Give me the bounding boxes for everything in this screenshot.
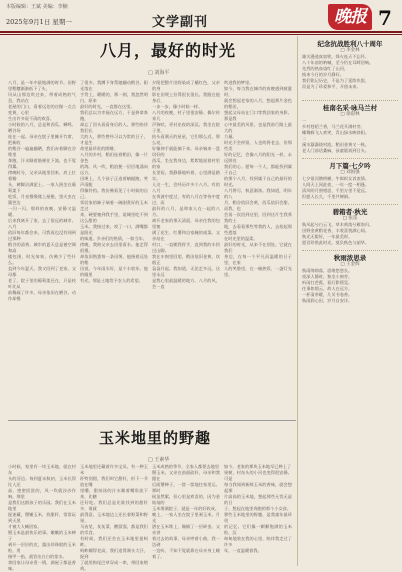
text-line: 马齿苋、灰灰菜、酸溜溜，都是我们的零食。 [80,524,148,535]
text-line: 楼包围，时光匆匆，仿佛少了些什么。 [8,254,76,265]
sidebar-poem3-author: □ 张雷 [342,216,358,221]
text-line: 奔跑，汗水顺着脸颊往下淌，也不觉得累。 [8,158,76,169]
text-line: 着过去的故事，母亲哼着小曲，我一边剥 [152,536,220,547]
text-line: 好像伸手就能摘下来。母亲端来一盘切好的 [152,146,220,157]
text-line: 在奔波中度过，有的八月在等待中度过，而 [152,194,220,205]
text-line: 换来今日的岁月静好。 [302,72,344,77]
text-line: 拿回家让母亲煮一锅，满屋子都是香味。 [8,560,76,571]
sidebar-section-poem3 [302,208,398,246]
text-line: 抬头看满天的星星，它们那么近，那么亮， [152,134,220,145]
text-line: 蚂蚱蹦得老高，我们追得满头大汗，捉到 [80,548,148,559]
sidebar-poem1-text [302,118,398,154]
text-line: 头，裤脚沾满泥土。一家人围坐在葡萄架下 [8,182,76,193]
text-line: 我们总以为幸福在远方，于是拼命奔跑， [80,110,148,121]
text-line: 生出许多说不清的欢喜。 [8,116,55,121]
text-line: 连在一起。母亲在院子里摊开竹席，把新收 [8,134,76,145]
text-line: 想起父母站在门口等我回家的身影。那是我 [224,110,292,121]
text-line: 如今，老家的那块玉米地早已种上了 [224,464,292,469]
text-line: 秋雨绵绵落，思绪悠悠长。 [302,268,353,273]
text-line: 夜深人静时，独坐小窗旁。 [302,274,353,279]
text-line: 老人门前话桑麻，孩童嬉戏到日头。 [302,148,370,153]
text-line: 傍晚时分，父亲从地里回来，肩上扛着锄 [8,170,76,181]
text-line: 傍晚，我陪父亲去田里看水。他走得很慢， [80,242,148,253]
sidebar-poem1-author: □ 徐彩林 [340,112,360,117]
text-line: 一步一步，像小时候一样。 [152,104,203,109]
text-line: 晚上，一家人坐在院子里剥玉米，月光 [152,512,220,523]
text-line: 子，想起在地里奔跑的那个小女孩。 [224,506,292,511]
text-line: 秆特别甜，我们叫它甜秆，折下一节放在嘴 [80,476,148,487]
text-line: 手背上，暖暖的，那一刻，我忽然明白，原来 [80,92,148,103]
text-line: 我在车窗里回望，稻田依旧金黄，炊烟正 [152,254,220,265]
sidebar-section-poem2 [302,162,398,200]
text-line: 直到今年夏天，我又回到了老家。父母都 [8,266,76,277]
article1-byline: □ 刘海平 [148,70,170,76]
text-line: 玉米堆满院子，就是一年的好收成。 [152,506,220,511]
text-line: 小时候的八月，总是和西瓜、蝉鸣、晒谷场 [8,122,76,133]
header-date: 2025年9月1日 星期一 [6,18,72,26]
text-line: 却忘了回头看看身后的人。那些陪伴我们长 [80,122,148,133]
text-line: 夕阳把整片田野染成了橘红色，父亲的身 [152,80,220,91]
text-line: 才被大人喊回家。 [8,524,42,529]
text-line: 大的人，那些曾经习以为常的日子，才是生 [80,134,148,145]
text-line: 往事如烟云，故人在远方。 [302,286,353,291]
text-line: 吹进我的梦里。 [224,80,254,85]
text-line: 月，稻谷依旧会黄，西瓜依旧会甜，而我，也 [224,200,292,211]
sidebar-dotted-divider [302,100,398,101]
text-line: 秋风起兮白云飞，草木黄落兮雁南归。 [302,222,374,227]
text-line: 最好的时光，一直都在这里。 [80,104,135,109]
text-line: 会再一次回到这里，回到这片生我养我的土 [224,212,292,223]
text-line: 是我们这群孩子的乐园。我们在玉米地里 [8,500,76,511]
text-line: 有时候，我们还会在玉米地里捉蚂蚱。 [80,536,148,547]
text-line: 来，硬要塞到我手里，说城里吃不到这么甜的 [80,212,148,223]
header-divider-thin [0,34,402,35]
text-line: 是我心里最温暖的地方。八月的风，会一直 [152,278,220,289]
text-line: 就会想起老家的八月，想起那片金色的稻田， [224,98,292,109]
text-line: 满了花生、红薯和自家腌的咸菜。父亲站在 [152,230,220,241]
text-line: 吃饭，月亮慢慢爬上屋檐，萤火虫在篱笆边 [8,194,76,205]
text-line: 袅袅升起。我知道，无论走多远，这里永远 [152,266,220,277]
text-line: 掰玉米。父亲在前面砍秆，母亲和我跟在 [152,470,220,481]
text-line: 影在田埂上拉得很长很长。我跟在他身后， [152,92,220,103]
text-line: 小时候，家里有一块玉米地，就在村东 [8,464,76,475]
article2-title: 玉米地里的野趣 [98,429,211,447]
article1-column-1 [8,80,76,420]
text-line: 的那个八月，找到属于自己的最好的时光。 [224,176,292,187]
text-line: 指甲一掐，就冒出白白的浆水。 [8,554,67,559]
text-line: 依旧每年都会来，可我再也没有闻到过那种 [8,230,76,241]
text-line: 人间天上同此夜，一年一度一相逢。 [302,182,370,187]
sidebar-poem4-text [302,268,398,568]
sidebar-poem4-title: 秋雨浓思录 [333,254,367,262]
text-line: 的海。风一吹，稻浪便一层层地涌向远方。 [80,164,148,175]
text-line: 一边听，不知不觉就靠在母亲身上睡着了。 [152,548,220,559]
text-line: 头的河边。每到夏末秋初，玉米长得比人还 [8,476,76,487]
text-line: 后面掰棒子，一筐一筐地往家里运。那时 [152,482,220,493]
text-line: 前稀疏了许多。母亲依旧在晒谷，动作却慢 [8,290,76,301]
text-line: 如今，每当我在城市的夜晚感到疲惫时， [224,86,292,97]
article1-column-3 [152,80,220,420]
text-line: 七夕银河鹊桥横，牛郎织女诉衷情。 [302,176,370,181]
logo-text: 晚报 [334,7,366,27]
sidebar-poem3-text [302,222,398,246]
text-line: 田埂上，几个孩子正追着蜻蜓跑，笑声清脆 [80,176,148,187]
text-line: 年，一直温暖着我。 [224,548,262,553]
sidebar-dotted-divider [302,204,398,205]
text-line: 秋雨润心田，岁月自安详。 [302,298,353,303]
text-line: 蝶舞蜂飞人欢笑，青山绿水映斜阳。 [302,130,370,135]
text-line: 声狗吠，更衬出夜的深沉。我坐在院子里， [152,122,220,133]
sidebar-poem1-title: 桂南名采·咏马兰村 [322,104,378,112]
text-line: 西瓜，坐在我身边，絮絮地说着村里的家 [152,158,220,169]
newspaper-logo [328,4,372,30]
sidebar-anniversary-author: □ 李金林 [340,48,360,53]
text-line: 命里最珍贵的馈赠。 [80,146,118,151]
text-line: 最得意。玉米地边上还长着野菜和野果， [80,512,148,523]
text-line: 而是为了珍爱和平，开创未来。 [302,84,361,89]
text-line: 的稻谷一遍遍翻晒，我们赤着脚在谷堆里 [8,146,76,157]
text-line: 玉米成熟的季节，全家人都要去地里 [152,464,220,469]
text-line: 那些玉米地里的野趣，是我童年最珍贵 [224,512,292,523]
text-line: 一 [302,118,307,123]
text-line: 八月的乡村，稻田连着稻田，像一片金色 [80,152,148,163]
text-line: 乡村巷陌兰香，马兰花开满村旁。 [302,124,365,129]
text-line: 风从山那边吹过来，带着成熟的气息，我站在 [8,92,76,103]
text-line: 听雨打芭蕉，看灯影摇晃。 [302,280,353,285]
text-line: 果树，村东头的小河也变得很安静。可是 [224,470,292,481]
header-divider [0,31,402,33]
text-line: 了就用狗尾巴草穿成一串，带回家喂鸡。 [80,560,148,571]
text-line: 的记忆。它们像一颗颗饱满的玉米粒，沉 [224,524,292,535]
text-line: 先烈的热血染红了山河， [302,66,349,71]
text-line: 身边，在每一个平凡而温暖的日子里，在家 [224,254,292,265]
text-line: 雄关漫道真如铁，烽火连天不忘怀。 [302,54,370,59]
text-line: 片高高的玉米地，想起那些无忧无虑的日 [224,494,292,505]
article1-title: 八月，最好的时光 [99,41,236,60]
article2-column-4 [224,464,292,566]
text-line: 离开老家的那天清晨，母亲往我的包里塞 [152,218,220,229]
text-line: 八月，是一年中最饱满的时节。田野里稻穗渐渐低下了头， [8,80,76,91]
article1-column-4 [224,80,292,420]
text-line: 洒在玉米堆上，像铺了一层碎金。父亲讲 [152,524,220,535]
text-line: 老了，院子里的葡萄架还在，只是枝叶比从 [8,278,76,289]
text-line: 时光不会停留，人也终将老去，但那些美 [224,140,292,151]
text-line: 的味道。乡亲们的热情，一如当年。 [80,236,148,241]
text-line: 了很多。我蹲下身帮她翻动稻谷，阳光落在 [80,80,148,91]
text-line: 但愿人长久，千里共婵娟。 [302,194,353,199]
text-line: 剥开一层层的皮，露出珍珠般的玉米粒，用 [8,542,76,553]
text-line: 一杯清茶暖，几页书卷香。 [302,292,353,297]
text-line: 人这一生，会经历许多个八月。有的八月 [152,182,220,193]
text-line: 溪水潺潺绕村流，稻田金黄又一秋。 [302,142,370,147]
text-line: 掰玉米是最快乐的事。嫩嫩的玉米棒子 [8,530,76,541]
text-line: 最好的八月，是和家人在一起的八月。 [152,206,220,217]
text-line: 田野金黄稻花香，丰收喜悦满心间。 [302,228,370,233]
article2-column-3 [152,464,220,566]
text-line: 长里短。我静静地听着，心里满是踏实。 [152,170,220,181]
text-line: 高，密密匝匝的，风一吹就沙沙作响。那里 [8,488,76,499]
text-line: 清风明月照相思，千里万里不觉远。 [302,188,370,193]
text-line: 候虽然累，但心里是欢喜的，因为金灿灿的 [152,494,220,505]
sidebar-section-anniversary [302,40,398,90]
text-line: 在时光里的温柔。 [224,236,258,241]
section-title: 文学副刊 [152,15,209,30]
text-line: 有光，那是土地给予农人的希望。 [80,278,143,283]
sidebar-section-poem1 [302,104,398,154]
text-line: 愿君珍惜此时光，莫负秋色与韶华。 [302,240,370,245]
sidebar-poem2-author: □ 刘国强 [340,170,360,175]
text-line: 玉米。我接过来，咬了一口，满嘴都是阳光 [80,224,148,235]
text-line: 得像铃铛。我仿佛看见了小时候的自己。 [80,188,148,199]
text-line: 还好吃。我们总是比谁找到的甜秆多，谁就 [80,500,148,511]
text-line: 村口，一直朝我挥手，直到我的车拐过山脚。 [152,242,220,253]
sidebar-section-poem4 [302,254,398,568]
header-editor-note: 本版编辑：王斌 美编：李楠 [6,4,68,10]
text-line: 心中最美的风景，也是我前行路上最大的 [224,122,292,133]
article2-byline: □ 王素华 [148,457,170,463]
text-line: 好的记忆，会像八月的阳光一样，永远照亮 [224,152,292,163]
text-line: 力量。 [224,134,237,139]
text-line: 后来我离开了家，去了很远的城市。八月 [8,218,76,229]
sidebar-divider [297,36,298,566]
sidebar-poem4-author: □ 王金辉 [340,262,360,267]
sidebar-anniversary-title: 纪念抗战胜利八十周年 [317,40,383,48]
text-line: 却依旧熟悉每一条田埂。他指着远处的稻 [80,254,148,265]
text-line: 地，去看看那些等我的人，去拾起那些遗落 [224,224,292,235]
article2-column-2 [80,464,148,571]
text-line: 我们的心。愿每一个人，都能找到属于自己 [224,164,292,175]
text-line: 甸甸地装在我的心里，陪伴我走过了许多 [224,536,292,547]
text-line: 邻居家的婶子端着一碗刚煮好的玉米走过 [80,200,148,211]
article-divider [8,420,296,421]
article1-column-2 [80,80,148,420]
text-line: 最好的时光，从来不在别处。它就在我们 [224,242,292,253]
sidebar-anniversary-text [302,54,398,90]
text-line: 里嚼，甜丝丝的汁水顺着嘴角流下来，比糖 [80,488,148,499]
text-line: 捉迷藏，掰嫩玉米，找甜秆，常常玩到天黑 [8,512,76,523]
sidebar-poem3-title: 碧箱者·秋光 [332,208,368,216]
text-line: 八月将尽，秋意渐浓。我知道，明年的八 [224,188,292,199]
text-line: 八月的夜晚，村子里很安静。偶尔传来几 [152,110,220,121]
sidebar-poem2-title: 月下篇·七夕吟 [329,162,371,170]
text-line: 老屋的门口，看着远处的庄稼一点点变黄，心里 [8,104,76,115]
text-line: 人的笑脸里，在一碗热饭、一盏灯光里。 [224,266,292,277]
text-line: 稻谷的清香。城市的夏天总是被空调和高 [8,242,76,253]
text-line: 每当我闻到新鲜玉米的香味，就会想起那 [224,482,292,493]
text-line: 秋光无限好，一年最美时。 [302,234,353,239]
article2-column-1 [8,464,76,571]
text-line: 田说，今年雨水好，是个丰收年。他的眼里 [80,266,148,277]
sidebar-dotted-divider [302,158,398,159]
page-number: 7 [378,6,392,30]
text-line: 八十年前的呐喊，至今仍在耳畔回响。 [302,60,374,65]
sidebar-poem2-text [302,176,398,200]
text-line: 二 [302,136,307,141]
text-line: 玉米地里还藏着许多宝贝。有一种玉米 [80,464,148,475]
text-line: 一闪一闪。那样的夜晚，安静又温暖。 [8,206,76,217]
sidebar-dotted-divider [302,250,398,251]
text-line: 我们铭记历史，不是为了延续仇恨， [302,78,370,83]
